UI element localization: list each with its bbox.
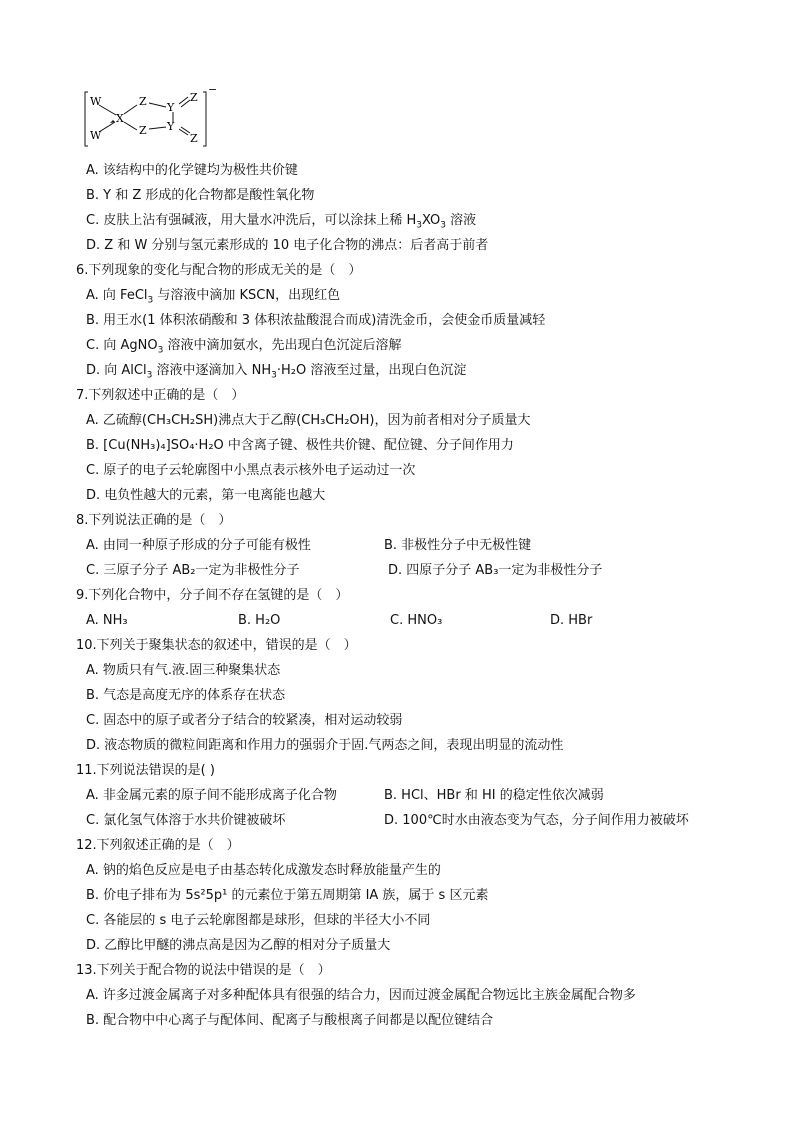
q10-option-c: C. 固态中的原子或者分子结合的较紧凑，相对运动较弱 — [86, 713, 403, 728]
q6-option-c: C. 向 AgNO$_3$ 溶液中滴加氨水，先出现白色沉淀后溶解 — [86, 338, 402, 356]
q11-option-b: B. HCl、HBr 和 HI 的稳定性依次减弱 — [384, 788, 604, 803]
q7-option-a: A. 乙硫醇(CH₃CH₂SH)沸点大于乙醇(CH₃CH₂OH)，因为前者相对分子质量大 — [86, 413, 531, 428]
atom-x: X — [116, 112, 124, 125]
q10-option-a: A. 物质只有气.液.固三种聚集状态 — [86, 663, 281, 678]
q11-option-d: D. 100℃时水由液态变为气态，分子间作用力被破坏 — [384, 813, 689, 828]
q9-option-b: B. H₂O — [238, 613, 281, 628]
charge-sign: − — [208, 84, 218, 96]
q12-option-d: D. 乙醇比甲醚的沸点高是因为乙醇的相对分子质量大 — [86, 938, 391, 953]
q7-option-c: C. 原子的电子云轮廓图中小黑点表示核外电子运动过一次 — [86, 463, 416, 478]
q9-option-c: C. HNO₃ — [390, 613, 443, 628]
q6-option-b: B. 用王水(1 体积浓硝酸和 3 体积浓盐酸混合而成)清洗金币，会使金币质量减轻 — [86, 313, 546, 328]
q12-stem: 12.下列叙述正确的是（ ） — [76, 838, 240, 853]
q7-stem: 7.下列叙述中正确的是（ ） — [76, 388, 245, 403]
q6-option-d: D. 向 AlCl$_3$ 溶液中逐滴加入 $NH_3\cdot H_2O$ 溶液至过量，出现白色沉淀 — [86, 363, 467, 381]
atom-y2: Y — [167, 120, 175, 133]
q10-option-d: D. 液态物质的微粒间距离和作用力的强弱介于固.气两态之间，表现出明显的流动性 — [86, 738, 564, 753]
atom-w2: W — [90, 129, 102, 142]
atom-z1: Z — [139, 95, 147, 108]
q8-option-b: B. 非极性分子中无极性键 — [384, 538, 532, 553]
q13-option-a: A. 许多过渡金属离子对多种配体具有很强的结合力，因而过渡金属配合物远比主族金属配合物多 — [86, 988, 636, 1003]
q8-option-d: D. 四原子分子 AB₃一定为非极性分子 — [388, 563, 603, 578]
q5-option-d: D. Z 和 W 分别与氢元素形成的 10 电子化合物的沸点：后者高于前者 — [86, 238, 489, 253]
atom-y1: Y — [167, 101, 175, 114]
q7-option-d: D. 电负性越大的元素，第一电离能也越大 — [86, 488, 326, 503]
q11-stem: 11.下列说法错误的是( ) — [76, 763, 215, 778]
q13-stem: 13.下列关于配合物的说法中错误的是（ ） — [76, 963, 331, 978]
atom-z2: Z — [139, 124, 147, 137]
atom-w1: W — [90, 95, 102, 108]
q10-option-b: B. 气态是高度无序的体系存在状态 — [86, 688, 286, 703]
q5-option-a: A. 该结构中的化学键均为极性共价键 — [86, 163, 298, 178]
q5-option-c: C. 皮肤上沾有强碱液，用大量水冲洗后，可以涂抹上稀 $H_3XO_3$ 溶液 — [86, 213, 477, 231]
q6-option-a: A. 向 FeCl$_3$ 与溶液中滴加 KSCN，出现红色 — [86, 288, 341, 306]
q12-option-b: B. 价电子排布为 5s²5p¹ 的元素位于第五周期第 ⅠA 族，属于 s 区元素 — [86, 888, 489, 903]
q12-option-a: A. 钠的焰色反应是电子由基态转化成激发态时释放能量产生的 — [86, 863, 441, 878]
q8-option-a: A. 由同一种原子形成的分子可能有极性 — [86, 538, 311, 553]
atom-z4: Z — [190, 132, 198, 145]
q7-option-b: B. [Cu(NH₃)₄]SO₄·H₂O 中含离子键、极性共价键、配位键、分子间作用力 — [86, 438, 514, 453]
q9-option-d: D. HBr — [550, 613, 593, 628]
q11-option-a: A. 非金属元素的原子间不能形成离子化合物 — [86, 788, 337, 803]
structure-diagram — [84, 84, 224, 150]
q11-option-c: C. 氯化氢气体溶于水共价键被破坏 — [86, 813, 286, 828]
q8-stem: 8.下列说法正确的是（ ） — [76, 513, 232, 528]
atom-z3: Z — [190, 91, 198, 104]
q8-option-c: C. 三原子分子 AB₂一定为非极性分子 — [86, 563, 300, 578]
q6-stem: 6.下列现象的变化与配合物的形成无关的是（ ） — [76, 263, 362, 278]
q13-option-b: B. 配合物中中心离子与配体间、配离子与酸根离子间都是以配位键结合 — [86, 1013, 494, 1028]
q5-option-b: B. Y 和 Z 形成的化合物都是酸性氧化物 — [86, 188, 315, 203]
q10-stem: 10.下列关于聚集状态的叙述中，错误的是（ ） — [76, 638, 357, 653]
q9-option-a: A. NH₃ — [86, 613, 128, 628]
q12-option-c: C. 各能层的 s 电子云轮廓图都是球形，但球的半径大小不同 — [86, 913, 431, 928]
q9-stem: 9.下列化合物中，分子间不存在氢键的是（ ） — [76, 588, 349, 603]
